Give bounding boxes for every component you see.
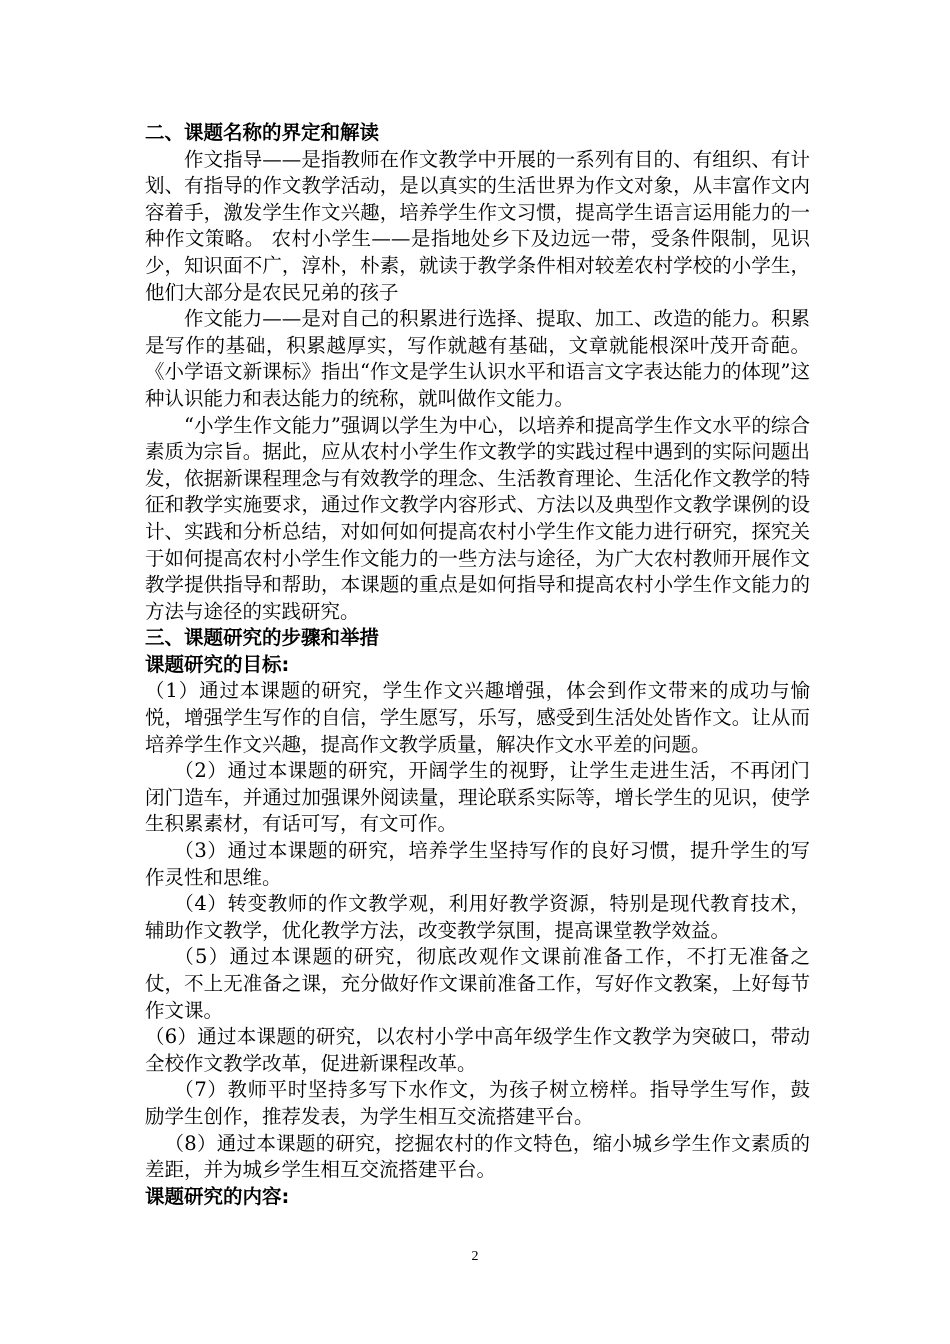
section-heading-steps: 三、课题研究的步骤和举措 <box>145 626 380 650</box>
goal-item-1: （1）通过本课题的研究，学生作文兴趣增强，体会到作文带来的成功与愉悦，增强学生写作的自信，学生愿写，乐写，感受到生活处处皆作文。让从而培养学生作文兴趣，提高作文教学质量，解决作文水平差的问题。 <box>145 679 810 756</box>
document-body <box>145 120 810 1210</box>
section-heading-definition: 二、课题名称的界定和解读 <box>145 121 380 144</box>
paragraph-writing-guidance: 作文指导——是指教师在作文教学中开展的一系列有目的、有组织、有计划、有指导的作文教学活动，是以真实的生活世界为作文对象，从丰富作文内容着手，激发学生作文兴趣，培养学生作文习惯，提高学生语言运用能力的一种作文策略。 农村小学生——是指地处乡下及边远一带，受条件限制，见识少，知识面不广，淳朴，朴素，就读于教学条件相对较差农村学校的小学生，他们大部分是农民兄弟的孩子 <box>145 147 810 304</box>
goal-item-6: （6）通过本课题的研究，以农村小学中高年级学生作文教学为突破口，带动全校作文教学改革，促进新课程改革。 <box>145 1025 810 1075</box>
paragraph-student-ability: “小学生作文能力”强调以学生为中心，以培养和提高学生作文水平的综合素质为宗旨。据此，应从农村小学生作文教学的实践过程中遇到的实际问题出发，依据新课程理念与有效教学的理念、生活教育理论、生活化作文教学的特征和教学实施要求，通过作文教学内容形式、方法以及典型作文教学课例的设计、实践和分析总结，对如何如何提高农村小学生作文能力进行研究，探究关于如何提高农村小学生作文能力的一些方法与途径，为广大农村教师开展作文教学提供指导和帮助，本课题的重点是如何指导和提高农村小学生作文能力的方法与途径的实践研究。 <box>145 413 810 623</box>
goal-item-3: （3）通过本课题的研究，培养学生坚持写作的良好习惯，提升学生的写作灵性和思维。 <box>145 839 810 889</box>
goal-item-8: （8）通过本课题的研究，挖掘农村的作文特色，缩小城乡学生作文素质的差距，并为城乡学生相互交流搭建平台。 <box>145 1131 810 1182</box>
goal-item-2: （2）通过本课题的研究，开阔学生的视野，让学生走进生活，不再闭门闭门造车，并通过加强课外阅读量，理论联系实际等，增长学生的见识，使学生积累素材，有话可写，有文可作。 <box>145 759 810 836</box>
paragraph-writing-ability: 作文能力——是对自己的积累进行选择、提取、加工、改造的能力。积累是写作的基础，积累越厚实，写作就越有基础，文章就能根深叶茂开奇葩。《小学语文新课标》指出“作文是学生认识水平和语言文字表达能力的体现”这种认识能力和表达能力的统称，就叫做作文能力。 <box>145 307 810 410</box>
subheading-research-content: 课题研究的内容: <box>145 1184 290 1208</box>
subheading-research-goals: 课题研究的目标: <box>145 652 290 676</box>
goal-item-5: （5）通过本课题的研究，彻底改观作文课前准备工作，不打无准备之仗，不上无准备之课，充分做好作文课前准备工作，写好作文教案，上好每节作文课。 <box>145 945 810 1022</box>
goal-item-4: （4）转变教师的作文教学观，利用好教学资源，特别是现代教育技术，辅助作文教学，优化教学方法，改变教学氛围，提高课堂教学效益。 <box>145 892 810 942</box>
goal-item-7: （7）教师平时坚持多写下水作文，为孩子树立榜样。指导学生写作，鼓励学生创作，推荐发表，为学生相互交流搭建平台。 <box>145 1078 810 1128</box>
page-number: 2 <box>471 1249 479 1264</box>
